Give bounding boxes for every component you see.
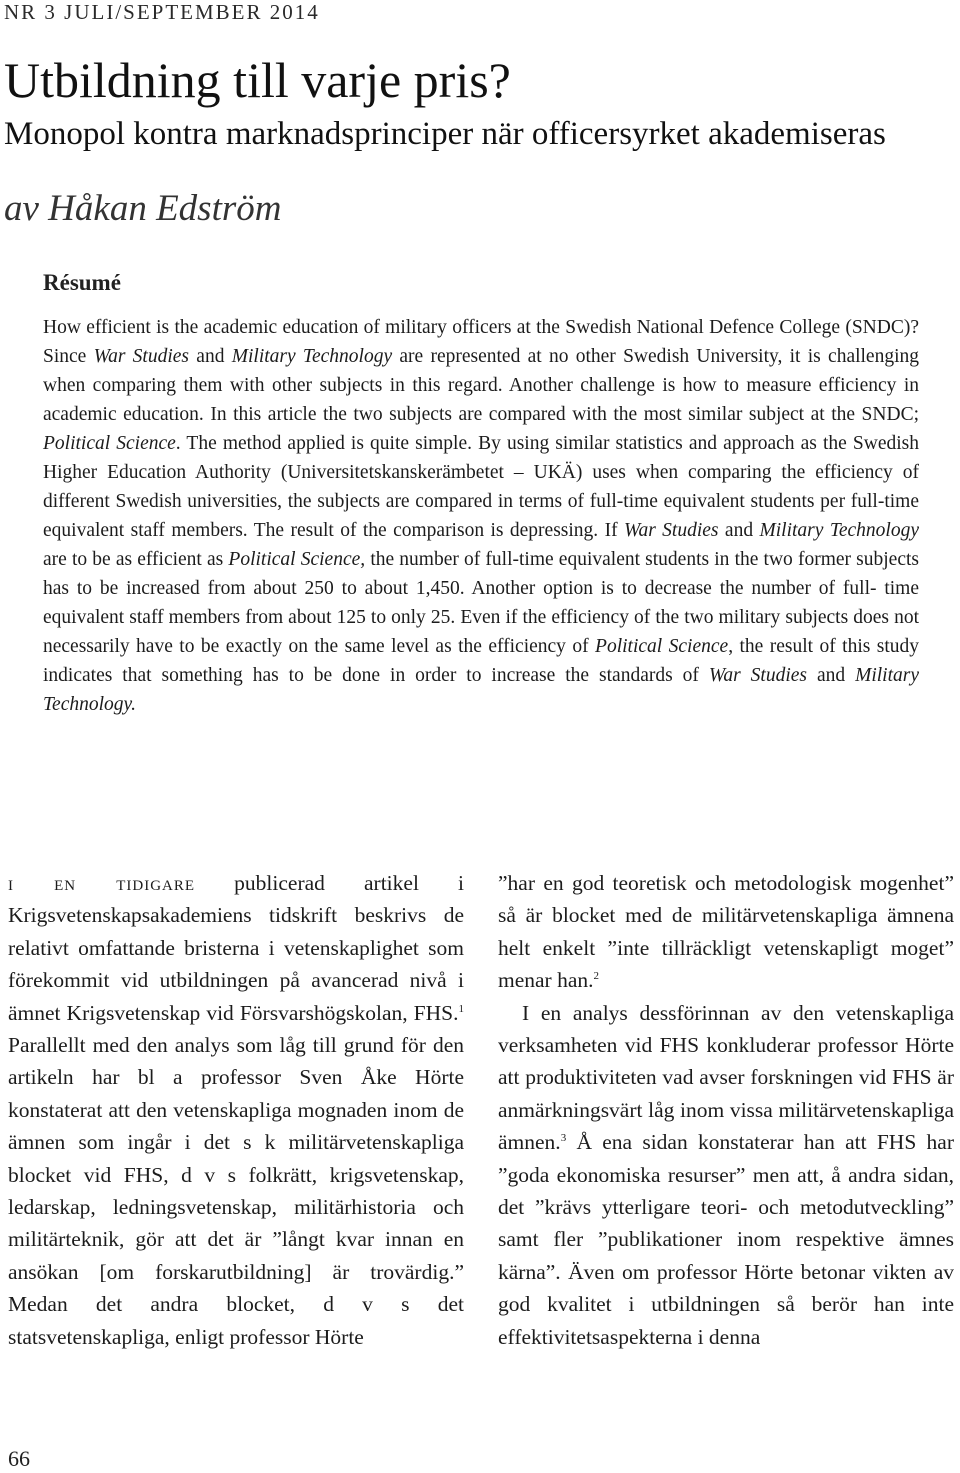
body-column-right — [498, 867, 954, 1353]
abstract-emphasis: Military Technology — [231, 346, 393, 367]
abstract-text: are to be as efficient as — [43, 549, 229, 570]
abstract-text: the number of full-time equivalent students in the two former subjects has to be increased from about 250 to about 1,450. Another option is to decrease the number of full- time equivalent staff members from about 125 to only 25. Even if the efficiency of the two military subjects does not necessarily have to be exactly on the same level as the efficiency of — [43, 549, 920, 657]
abstract-emphasis: War Studies — [93, 346, 190, 367]
abstract-emphasis: Military Technology — [759, 520, 920, 541]
body-text: publicerad artikel i Krigsvetenskapsakademiens tidskrift beskrivs de relativt omfattande bristerna i vetenskaplighet som förekommit vid utbildningen på avancerad nivå i ämnet Krigsvetenskap vid Försvarshögskolan, FHS. — [8, 871, 465, 1025]
abstract-emphasis: Political Science, — [228, 549, 366, 570]
page-number: 66 — [8, 1446, 30, 1471]
abstract-emphasis: Political Science — [43, 433, 176, 454]
footnote-marker: 1 — [458, 1002, 464, 1015]
abstract-body — [43, 313, 919, 719]
abstract-text: and — [189, 346, 232, 367]
body-paragraph — [498, 867, 954, 997]
footnote-marker: 2 — [593, 970, 600, 983]
abstract-text: and — [806, 665, 856, 686]
body-paragraph — [498, 997, 954, 1353]
abstract-emphasis: Military Technology. — [43, 665, 919, 715]
abstract-emphasis: Political — [595, 636, 663, 657]
body-column-left — [8, 867, 464, 1353]
abstract-text: How efficient is the academic education of military officers at the Swedish National Defence College (SNDC)? Since — [43, 317, 919, 367]
body-paragraph — [8, 867, 464, 1353]
article-author: av Håkan Edström — [4, 188, 282, 229]
lead-in: i en tidigare — [8, 871, 196, 895]
article-subtitle: Monopol kontra marknadsprinciper när officersyrket akademiseras — [4, 116, 886, 152]
issue-line: NR 3 JULI/SEPTEMBER 2014 — [4, 0, 320, 24]
abstract-emphasis: Science — [668, 636, 729, 657]
abstract-heading: Résumé — [43, 270, 121, 295]
abstract-text: , the result of this study indicates that something has to be done in order to increase the standards of — [43, 636, 920, 686]
abstract-emphasis: War Studies — [623, 520, 719, 541]
body-text: Parallellt med den analys som låg till grund för den artikeln har bl a professor Sven Åke Hörte konstaterat att den vetenskapliga mognaden inom de ämnen som ingår i det s k militärvetenskapliga blocket vid FHS, d v s folkrätt, krigsvetenskap, ledarskap, ledningsvetenskap, militärhistoria och militärteknik, gör att det är ”långt kvar innan en ansökan [om forskarutbildning] är trovärdig.” Medan det andra blocket, d v s det statsvetenskapliga, enligt professor Hörte — [8, 1033, 464, 1349]
body-text: ”har en god teoretisk och metodologisk mogenhet” så är blocket med de militärvetenskapliga ämnena helt enkelt ”inte tillräckligt vetenskapligt moget” menar han. — [498, 871, 954, 993]
abstract-text: and — [718, 520, 760, 541]
article-title: Utbildning till varje pris? — [4, 52, 511, 108]
abstract-text: are represented at no other Swedish University, it is challenging when comparing them with other subjects in this regard. Another challenge is how to measure efficiency in academic education. In this article the two subjects are compared with the most similar subject at the SNDC; — [43, 346, 920, 425]
abstract-text: . The method applied is quite simple. By using similar statistics and approach as the Swedish Higher Education Authority (Universitetskanskerämbetet – UKÄ) uses when comparing the efficiency of different Swedish universities, the subjects are compared in terms of full-time equivalent students per full-time equivalent staff members. The result of the comparison is depressing. If — [43, 433, 919, 541]
abstract-emphasis: War Studies — [708, 665, 807, 686]
body-text: I en analys dessförinnan av den vetenskapliga verksamheten vid FHS konkluderar professor Hörte att produktiviteten vad avser forskningen vid FHS är anmärkningsvärt låg inom vissa militärvetenskapliga ämnen. — [498, 1000, 954, 1155]
footnote-marker: 3 — [560, 1132, 567, 1145]
body-text: Å ena sidan konstaterar han att FHS har ”goda ekonomiska resurser” men att, å andra sidan, det ”krävs ytterligare teori- och metodutveckling” samt fler ”publikationer inom respektive ämnes kärna”. Även om professor Hörte betonar vikten av god kvalitet i utbildningen så berör han inte effektivitetsaspekterna i denna — [498, 1130, 954, 1349]
